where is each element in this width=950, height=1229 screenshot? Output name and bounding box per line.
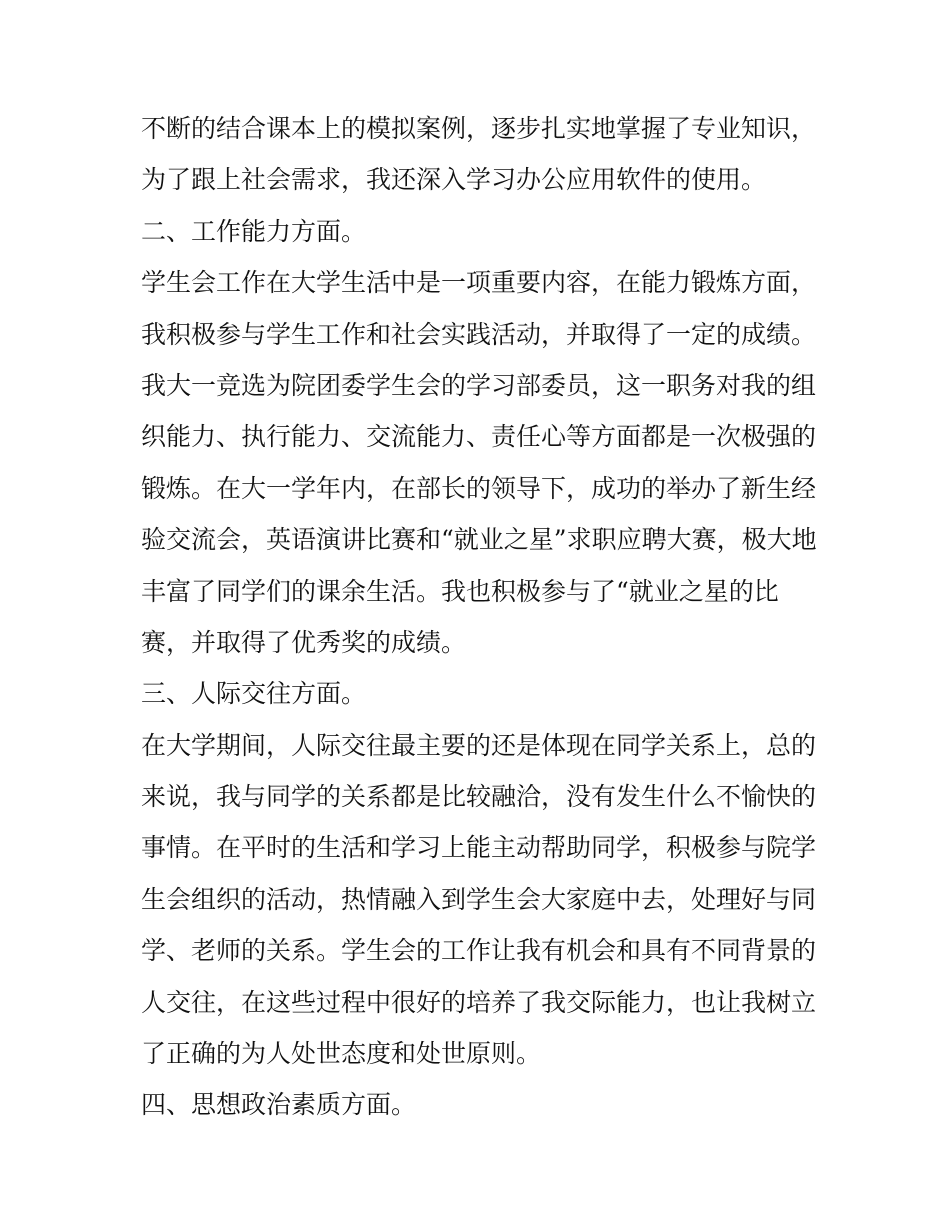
text-line: 锻炼。在大一学年内，在部长的领导下，成功的举办了新生经 [141, 473, 817, 503]
text-line: 学、老师的关系。学生会的工作让我有机会和具有不同背景的 [141, 936, 817, 966]
text-line: 验交流会，英语演讲比赛和“就业之星”求职应聘大赛，极大地 [141, 525, 817, 555]
section-heading-work-ability: 二、工作能力方面。 [141, 216, 367, 246]
text-line: 织能力、执行能力、交流能力、责任心等方面都是一次极强的 [141, 422, 817, 452]
text-line: 了正确的为人处世态度和处世原则。 [141, 1039, 542, 1069]
text-line: 丰富了同学们的课余生活。我也积极参与了“就业之星的比 [141, 576, 779, 606]
text-line: 来说，我与同学的关系都是比较融洽，没有发生什么不愉快的 [141, 782, 817, 812]
text-line: 学生会工作在大学生活中是一项重要内容，在能力锻炼方面， [141, 268, 817, 298]
document-body [141, 103, 821, 1131]
text-line: 我大一竞选为院团委学生会的学习部委员，这一职务对我的组 [141, 370, 817, 400]
section-heading-interpersonal: 三、人际交往方面。 [141, 679, 367, 709]
text-line: 赛，并取得了优秀奖的成绩。 [141, 627, 467, 657]
text-line: 为了跟上社会需求，我还深入学习办公应用软件的使用。 [141, 165, 767, 195]
text-line: 人交往，在这些过程中很好的培养了我交际能力，也让我树立 [141, 987, 817, 1017]
text-line: 我积极参与学生工作和社会实践活动，并取得了一定的成绩。 [141, 319, 817, 349]
text-line: 不断的结合课本上的模拟案例，逐步扎实地掌握了专业知识， [141, 114, 817, 143]
text-line: 在大学期间，人际交往最主要的还是体现在同学关系上，总的 [141, 730, 817, 760]
text-line: 生会组织的活动，热情融入到学生会大家庭中去，处理好与同 [141, 884, 817, 914]
text-line: 事情。在平时的生活和学习上能主动帮助同学，积极参与院学 [141, 833, 817, 863]
section-heading-political: 四、思想政治素质方面。 [141, 1090, 417, 1120]
